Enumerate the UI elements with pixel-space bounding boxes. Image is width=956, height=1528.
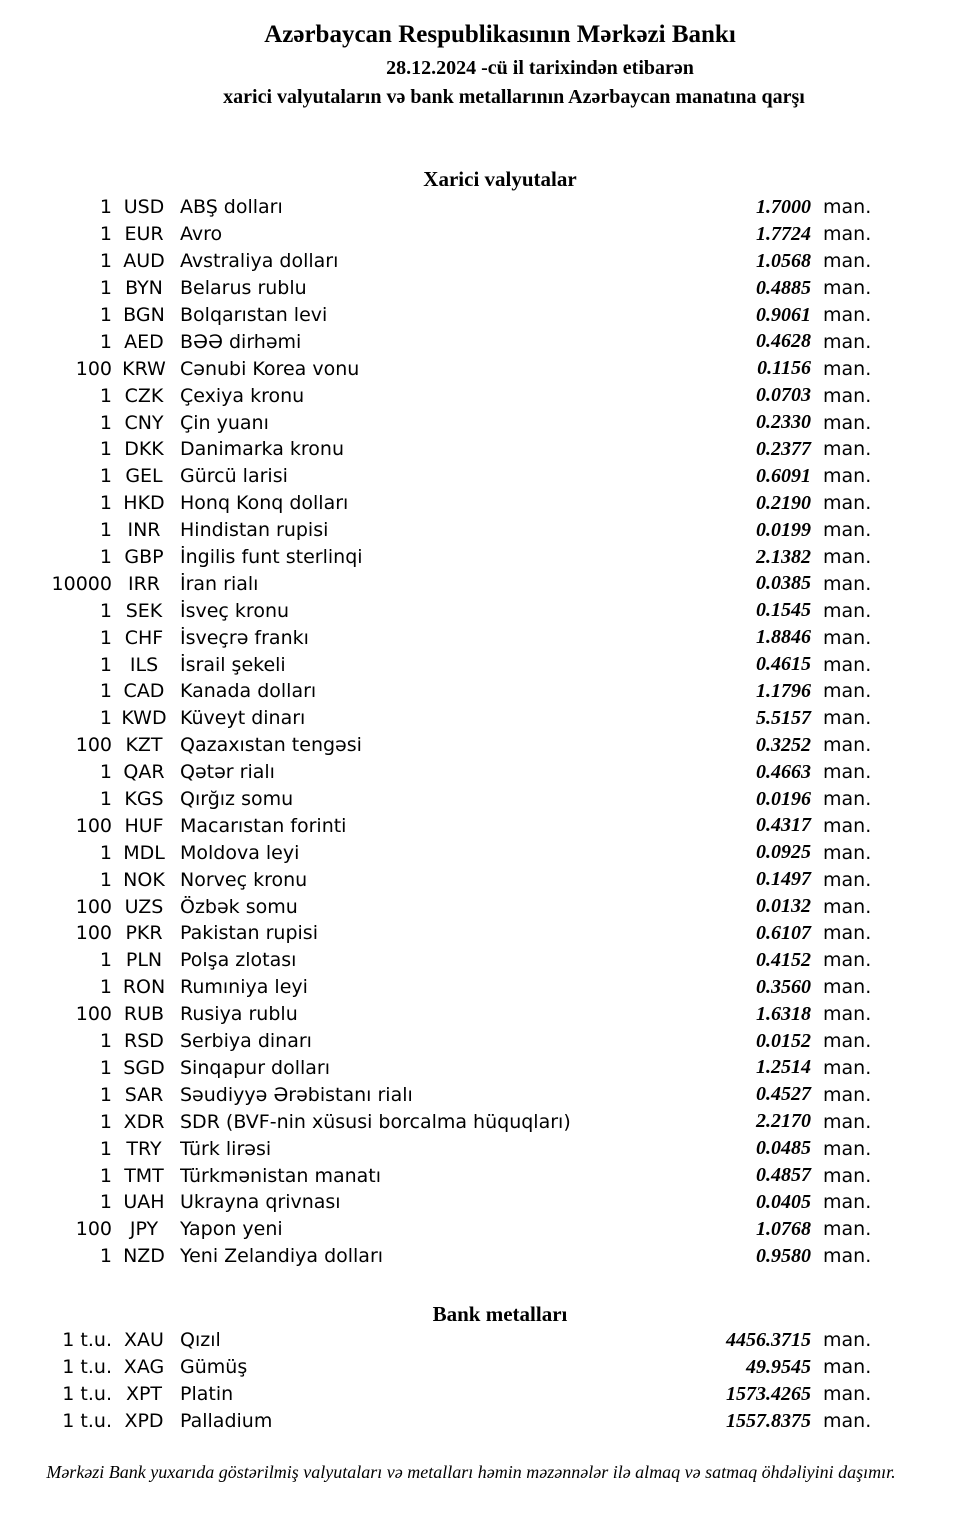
currency-name: Belarus rublu — [180, 277, 307, 300]
currency-rate-row — [0, 624, 956, 651]
currency-code: SAR — [124, 1083, 164, 1106]
currency-rate-row — [0, 947, 956, 974]
manat-unit-label: man. — [823, 814, 872, 837]
currency-rate: 0.0703 — [756, 384, 811, 407]
currency-rate-row — [0, 490, 956, 517]
currency-name: İran rialı — [180, 572, 259, 595]
currency-quantity: 100 — [75, 357, 112, 380]
currency-rate: 0.6091 — [756, 464, 811, 487]
manat-unit-label: man. — [823, 868, 872, 891]
currency-name: Qırğız somu — [180, 788, 294, 811]
currency-name: Serbiya dinarı — [180, 1030, 312, 1053]
currency-code: SGD — [123, 1056, 165, 1079]
currency-rate: 0.0405 — [756, 1190, 811, 1213]
currency-rate-row — [0, 194, 956, 221]
currency-name: Cənubi Korea vonu — [180, 357, 360, 380]
currency-quantity: 100 — [75, 922, 112, 945]
manat-unit-label: man. — [823, 492, 872, 515]
currency-rate: 0.0385 — [756, 572, 811, 595]
manat-unit-label: man. — [823, 734, 872, 757]
currency-rate: 0.4857 — [756, 1164, 811, 1186]
currency-name: BƏƏ dirhəmi — [180, 330, 302, 353]
currency-rate-row — [0, 1243, 956, 1270]
currency-quantity: 1 — [99, 492, 112, 515]
currency-rate: 1.6318 — [756, 1002, 811, 1025]
currency-quantity: 1 — [99, 1056, 112, 1079]
currency-quantity: 1 — [99, 1191, 112, 1214]
currency-rate: 0.9061 — [756, 303, 811, 326]
currency-name: Türkmənistan manatı — [180, 1164, 382, 1187]
currency-quantity: 1 — [99, 250, 112, 273]
currency-quantity: 1 — [99, 411, 112, 434]
currency-name: Çexiya kronu — [180, 384, 305, 407]
currency-rate-row — [0, 1055, 956, 1082]
currency-name: İsveçrə frankı — [180, 626, 309, 649]
currency-name: Yapon yeni — [180, 1218, 283, 1241]
currency-rate-row — [0, 1162, 956, 1189]
currency-rate: 5.5157 — [756, 706, 811, 729]
currency-quantity: 1 — [99, 868, 112, 891]
currency-rate-row — [0, 1189, 956, 1216]
currency-name: Bolqarıstan levi — [180, 304, 328, 326]
currency-name: Avro — [180, 223, 223, 246]
manat-unit-label: man. — [823, 1245, 872, 1268]
currency-rate-row — [0, 463, 956, 490]
currency-name: Səudiyyə Ərəbistanı rialı — [180, 1083, 413, 1106]
bank-title: Azərbaycan Respublikasının Mərkəzi Bankı — [264, 21, 736, 48]
metal-name: Qızıl — [180, 1329, 221, 1352]
currency-code: BGN — [123, 304, 165, 326]
manat-unit-label: man. — [823, 922, 872, 945]
currency-code: GBP — [124, 546, 164, 569]
currency-name: Avstraliya dolları — [180, 250, 339, 273]
currency-rate-row — [0, 839, 956, 866]
currency-name: İngilis funt sterlinqi — [180, 546, 363, 569]
currency-code: TMT — [124, 1164, 164, 1187]
header — [44, 22, 956, 108]
currency-rate: 0.4663 — [756, 760, 811, 783]
currency-code: HKD — [123, 492, 165, 515]
manat-unit-label: man. — [823, 1164, 872, 1187]
manat-unit-label: man. — [823, 465, 872, 488]
currency-name: Türk lirəsi — [180, 1137, 272, 1160]
currency-name: Küveyt dinarı — [180, 707, 306, 730]
manat-unit-label: man. — [823, 1056, 872, 1079]
manat-unit-label: man. — [823, 761, 872, 784]
metal-rate: 4456.3715 — [726, 1328, 811, 1351]
currency-rate-row — [0, 866, 956, 893]
currency-rate-row — [0, 436, 956, 463]
currency-quantity: 1 — [99, 626, 112, 649]
currency-code: HUF — [124, 814, 164, 837]
metal-code: XPD — [124, 1410, 164, 1433]
currency-name: Gürcü larisi — [180, 465, 288, 488]
currency-rate-row — [0, 759, 956, 786]
currency-rate: 0.4628 — [756, 330, 811, 353]
currency-rate: 0.0196 — [756, 787, 811, 810]
currency-rate-row — [0, 355, 956, 382]
metal-quantity: 1 t.u. — [62, 1410, 112, 1433]
metals-table — [0, 1327, 956, 1435]
manat-unit-label: man. — [823, 1410, 872, 1433]
metal-name: Platin — [180, 1383, 234, 1406]
currency-quantity: 10000 — [51, 572, 112, 595]
currency-code: AED — [124, 330, 164, 353]
currency-code: UZS — [124, 895, 164, 918]
currency-name: Danimarka kronu — [180, 438, 345, 461]
metal-code: XAU — [124, 1329, 164, 1352]
currency-quantity: 1 — [99, 438, 112, 461]
currency-quantity: 100 — [75, 734, 112, 757]
manat-unit-label: man. — [823, 1191, 872, 1214]
manat-unit-label: man. — [823, 841, 872, 864]
currency-quantity: 100 — [75, 895, 112, 918]
currency-code: KGS — [124, 788, 164, 811]
manat-unit-label: man. — [823, 976, 872, 999]
currency-name: Moldova leyi — [180, 841, 300, 864]
currency-quantity: 1 — [99, 330, 112, 353]
currency-rate: 0.4615 — [756, 653, 811, 676]
metal-rate: 1557.8375 — [726, 1409, 811, 1432]
currency-name: Yeni Zelandiya dolları — [180, 1245, 384, 1268]
currency-rate: 0.1497 — [756, 868, 811, 891]
currency-name: Norveç kronu — [180, 868, 308, 891]
currency-code: USD — [123, 196, 165, 219]
manat-unit-label: man. — [823, 411, 872, 434]
currency-rate-row — [0, 275, 956, 302]
currency-name: Macarıstan forinti — [180, 814, 347, 837]
manat-unit-label: man. — [823, 196, 872, 219]
currency-name: Ukrayna qrivnası — [180, 1191, 341, 1214]
currency-rate-row — [0, 1135, 956, 1162]
currency-rate: 0.4885 — [756, 276, 811, 299]
currency-rate: 0.1545 — [756, 599, 811, 622]
currency-code: SEK — [125, 599, 163, 622]
currency-rate: 0.0132 — [756, 895, 811, 918]
currency-code: KZT — [125, 734, 163, 757]
metal-rate-row — [0, 1354, 956, 1381]
currency-code: IRR — [127, 572, 160, 595]
currency-name: Özbək somu — [180, 895, 298, 918]
currency-rate-row — [0, 597, 956, 624]
currency-quantity: 1 — [99, 1083, 112, 1106]
currency-name: Rumıniya leyi — [180, 976, 308, 999]
currency-rate-row — [0, 328, 956, 355]
currency-code: NOK — [123, 868, 165, 891]
currency-quantity: 1 — [99, 1245, 112, 1268]
currency-code: PLN — [125, 949, 163, 972]
currency-rate: 1.7000 — [756, 195, 811, 218]
manat-unit-label: man. — [823, 1329, 872, 1352]
manat-unit-label: man. — [823, 384, 872, 407]
manat-unit-label: man. — [823, 1083, 872, 1106]
currency-rate-row — [0, 302, 956, 329]
currency-quantity: 1 — [99, 653, 112, 676]
manat-unit-label: man. — [823, 330, 872, 353]
currency-name: ABŞ dolları — [180, 196, 283, 219]
bulletin-subtitle: xarici valyutaların və bank metallarının Azərbaycan manatına qarşı — [223, 86, 805, 108]
currency-code: INR — [127, 519, 161, 542]
currency-quantity: 1 — [99, 1164, 112, 1187]
currency-rate: 0.2330 — [756, 411, 811, 434]
currency-name: Çin yuanı — [180, 411, 269, 434]
manat-unit-label: man. — [823, 357, 872, 380]
obligation-note: Mərkəzi Bank yuxarıda göstərilmiş valyutaları və metalları həmin məzənnələr ilə almaq və satmaq öhdəliyini daşımır. — [46, 1461, 896, 1482]
currency-name: Honq Konq dolları — [180, 492, 349, 515]
currency-rate-row — [0, 1081, 956, 1108]
currency-rate-row — [0, 544, 956, 571]
currency-code: DKK — [124, 438, 164, 461]
currency-quantity: 1 — [99, 465, 112, 488]
manat-unit-label: man. — [823, 546, 872, 569]
currency-code: QAR — [123, 761, 165, 784]
currency-code: JPY — [129, 1218, 159, 1241]
currency-quantity: 1 — [99, 277, 112, 300]
currency-rate: 0.3252 — [756, 733, 811, 756]
currency-rate-row — [0, 409, 956, 436]
manat-unit-label: man. — [823, 438, 872, 461]
currency-rate: 0.0152 — [756, 1029, 811, 1052]
currency-quantity: 1 — [99, 841, 112, 864]
currency-name: Kanada dolları — [180, 680, 317, 703]
currency-rate-row — [0, 1216, 956, 1243]
manat-unit-label: man. — [823, 572, 872, 595]
metal-code: XAG — [123, 1356, 165, 1379]
currency-rate: 2.1382 — [756, 545, 811, 568]
currency-code: CAD — [123, 680, 165, 703]
currency-quantity: 1 — [99, 680, 112, 703]
currency-rate: 1.8846 — [756, 626, 811, 649]
currency-rate: 1.1796 — [756, 679, 811, 702]
currency-rate-row — [0, 678, 956, 705]
currency-rate-row — [0, 1001, 956, 1028]
currency-quantity: 1 — [99, 223, 112, 246]
manat-unit-label: man. — [823, 250, 872, 273]
currency-rate: 1.2514 — [756, 1056, 811, 1079]
manat-unit-label: man. — [823, 1137, 872, 1160]
currency-rate-row — [0, 920, 956, 947]
currency-rate-row — [0, 382, 956, 409]
currency-code: RSD — [124, 1030, 164, 1053]
currency-rate-row — [0, 732, 956, 759]
currency-quantity: 1 — [99, 304, 112, 326]
currency-rate: 0.6107 — [756, 921, 811, 944]
metal-rate-row — [0, 1408, 956, 1435]
currency-rate-row — [0, 974, 956, 1001]
currencies-table — [0, 194, 956, 1270]
currency-code: ILS — [129, 653, 159, 676]
manat-unit-label: man. — [823, 1383, 872, 1406]
manat-unit-label: man. — [823, 626, 872, 649]
currency-code: PKR — [125, 922, 163, 945]
manat-unit-label: man. — [823, 949, 872, 972]
manat-unit-label: man. — [823, 1356, 872, 1379]
currency-rate: 0.4317 — [756, 814, 811, 837]
currency-code: RUB — [123, 1003, 165, 1026]
currency-rate-row — [0, 1108, 956, 1135]
currency-rate: 0.4527 — [756, 1083, 811, 1106]
currency-rate-row — [0, 570, 956, 597]
currency-rate-row — [0, 705, 956, 732]
currency-quantity: 1 — [99, 1030, 112, 1053]
metal-rate: 1573.4265 — [726, 1382, 811, 1405]
manat-unit-label: man. — [823, 1003, 872, 1026]
metals-section-heading: Bank metalları — [432, 1301, 568, 1326]
currency-rate: 0.2190 — [756, 491, 811, 514]
currency-quantity: 1 — [99, 384, 112, 407]
currency-quantity: 1 — [99, 949, 112, 972]
currency-rate: 1.0568 — [756, 249, 811, 272]
manat-unit-label: man. — [823, 599, 872, 622]
currency-rate: 0.1156 — [757, 357, 811, 380]
currency-name: Qazaxıstan tengəsi — [180, 734, 362, 757]
currency-rate: 2.2170 — [756, 1110, 811, 1133]
currency-rate: 0.0485 — [756, 1137, 811, 1160]
metal-name: Palladium — [180, 1410, 273, 1433]
currency-quantity: 1 — [99, 1137, 112, 1160]
currency-rate: 0.0925 — [756, 841, 811, 864]
currency-rate-row — [0, 517, 956, 544]
currency-quantity: 1 — [99, 761, 112, 784]
currency-rate-row — [0, 248, 956, 275]
currency-name: SDR (BVF-nin xüsusi borcalma hüquqları) — [180, 1110, 571, 1133]
currency-code: BYN — [125, 277, 163, 300]
metal-name: Gümüş — [180, 1356, 248, 1379]
manat-unit-label: man. — [823, 519, 872, 542]
metal-quantity: 1 t.u. — [62, 1383, 112, 1406]
currency-name: Polşa zlotası — [180, 949, 297, 972]
currency-rate: 1.7724 — [756, 222, 811, 245]
currency-code: UAH — [123, 1191, 165, 1214]
currency-code: TRY — [126, 1137, 162, 1160]
currency-name: Sinqapur dolları — [180, 1056, 331, 1079]
currency-quantity: 1 — [99, 519, 112, 542]
currency-code: GEL — [125, 465, 163, 488]
currency-quantity: 1 — [99, 1110, 112, 1133]
metal-rate: 49.9545 — [746, 1355, 811, 1378]
currency-code: AUD — [123, 250, 165, 273]
effective-date-line: 28.12.2024 -cü il tarixindən etibarən — [386, 57, 694, 79]
currency-quantity: 1 — [99, 788, 112, 811]
currency-code: MDL — [123, 841, 165, 864]
currency-code: CZK — [124, 384, 164, 407]
currency-code: KWD — [121, 707, 167, 730]
manat-unit-label: man. — [823, 788, 872, 811]
currency-rate: 0.4152 — [756, 948, 811, 971]
currencies-section-heading: Xarici valyutalar — [423, 167, 577, 191]
currency-quantity: 1 — [99, 546, 112, 569]
currency-name: Hindistan rupisi — [180, 519, 329, 542]
currency-rate-row — [0, 786, 956, 813]
manat-unit-label: man. — [823, 277, 872, 300]
currency-rate: 0.3560 — [756, 975, 811, 998]
currency-quantity: 1 — [99, 196, 112, 219]
currency-code: XDR — [123, 1110, 165, 1133]
currency-code: RON — [122, 976, 166, 999]
currency-rate-row — [0, 812, 956, 839]
currency-code: CNY — [124, 411, 164, 434]
currency-rate-row — [0, 893, 956, 920]
currency-name: Rusiya rublu — [180, 1003, 298, 1026]
currency-code: EUR — [124, 223, 164, 246]
manat-unit-label: man. — [823, 707, 872, 730]
manat-unit-label: man. — [823, 1218, 872, 1241]
currency-rate-row — [0, 221, 956, 248]
metal-rate-row — [0, 1327, 956, 1354]
currency-rate: 0.0199 — [756, 518, 811, 541]
currency-name: İsveç kronu — [180, 599, 290, 622]
manat-unit-label: man. — [823, 680, 872, 703]
currency-quantity: 100 — [75, 1218, 112, 1241]
currency-rate: 0.9580 — [756, 1244, 811, 1267]
currency-rate: 0.2377 — [756, 437, 811, 460]
manat-unit-label: man. — [823, 1030, 872, 1053]
metal-quantity: 1 t.u. — [62, 1356, 112, 1379]
manat-unit-label: man. — [823, 304, 872, 326]
currency-name: İsrail şekeli — [180, 653, 286, 676]
manat-unit-label: man. — [823, 895, 872, 918]
currency-quantity: 1 — [99, 707, 112, 730]
metal-quantity: 1 t.u. — [62, 1329, 112, 1352]
manat-unit-label: man. — [823, 1110, 872, 1133]
currency-quantity: 100 — [75, 814, 112, 837]
currency-name: Pakistan rupisi — [180, 922, 318, 945]
currency-quantity: 1 — [99, 599, 112, 622]
currency-quantity: 100 — [75, 1003, 112, 1026]
currency-quantity: 1 — [99, 976, 112, 999]
currency-code: CHF — [124, 626, 164, 649]
manat-unit-label: man. — [823, 653, 872, 676]
currency-name: Qətər rialı — [180, 761, 275, 784]
currency-rate-row — [0, 651, 956, 678]
metal-code: XPT — [125, 1383, 163, 1406]
currency-rate: 1.0768 — [756, 1217, 811, 1240]
currency-rate-row — [0, 1028, 956, 1055]
currency-code: NZD — [123, 1245, 165, 1268]
manat-unit-label: man. — [823, 223, 872, 246]
metal-rate-row — [0, 1381, 956, 1408]
currency-code: KRW — [122, 357, 166, 380]
